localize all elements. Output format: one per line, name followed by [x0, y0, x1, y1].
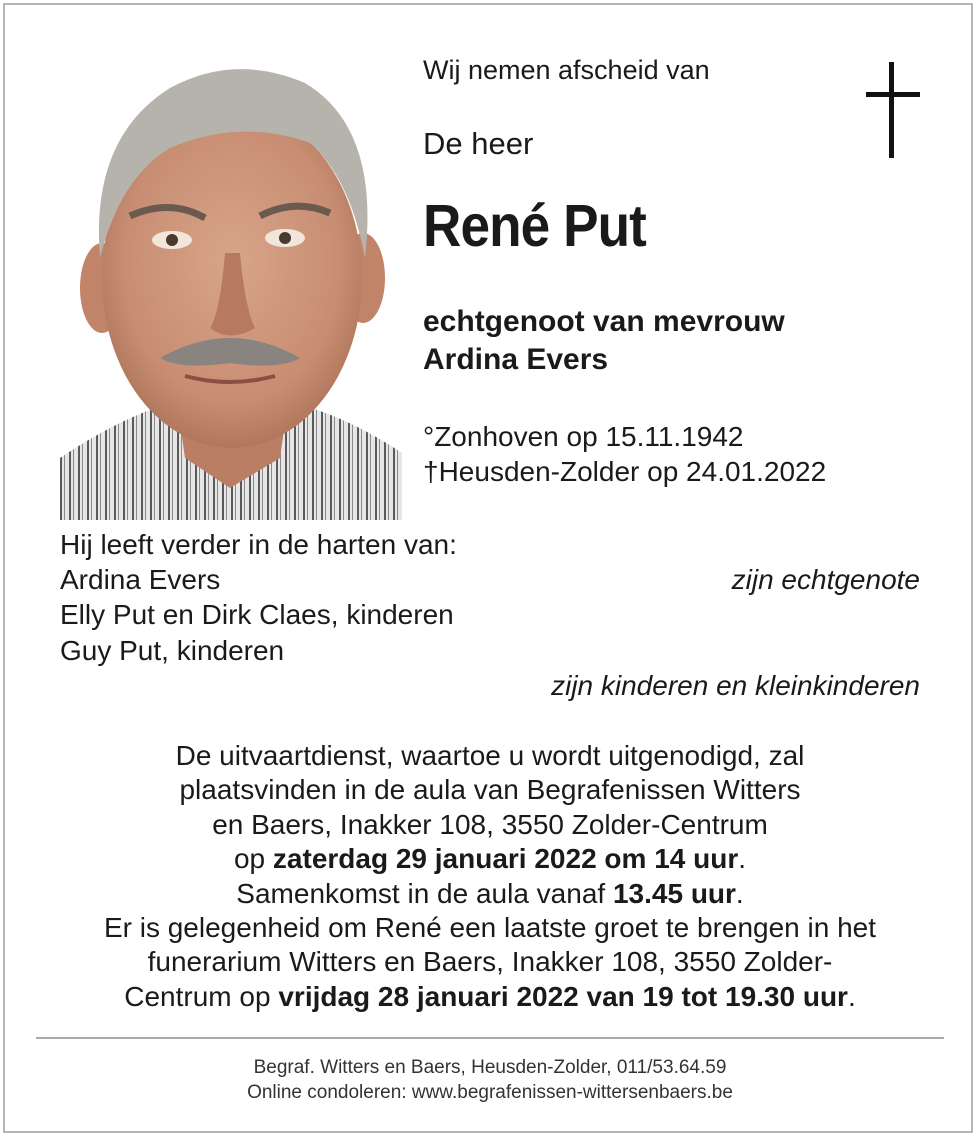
- service-text: .: [847, 980, 856, 1012]
- service-date: zaterdag 29 januari 2022 om 14 uur: [272, 843, 739, 875]
- intro-text: Wij nemen afscheid van: [423, 55, 710, 85]
- service-text: .: [735, 877, 744, 909]
- service-text: Centrum op: [124, 980, 279, 1012]
- service-text: Samenkomst in de aula vanaf: [236, 877, 613, 909]
- salutation: De heer: [423, 126, 534, 161]
- funeral-home-info: Begraf. Witters en Baers, Heusden-Zolder, 011/53.64.59: [253, 1057, 727, 1078]
- viewing-date: vrijdag 28 januari 2022 van 19 tot 19.30 uur: [278, 980, 848, 1012]
- service-line: De uitvaartdienst, waartoe u wordt uitgenodigd, zal: [175, 740, 805, 771]
- family-member: Guy Put, kinderen: [60, 635, 285, 666]
- service-line: funerarium Witters en Baers, Inakker 108, 3550 Zolder-: [147, 946, 833, 978]
- relation-label: zijn echtgenote: [731, 564, 920, 595]
- portrait-photo: [60, 58, 402, 520]
- service-line: [40, 980, 940, 1014]
- family-member: Elly Put en Dirk Claes, kinderen: [60, 599, 454, 630]
- spouse-line-1: echtgenoot van mevrouw: [423, 305, 785, 338]
- service-line: [40, 877, 940, 911]
- death-info: †Heusden-Zolder op 24.01.2022: [423, 456, 827, 487]
- birth-info: °Zonhoven op 15.11.1942: [423, 421, 744, 452]
- service-text: op: [233, 843, 273, 875]
- portrait-image: [60, 58, 402, 520]
- spouse-line-2: Ardina Evers: [423, 343, 609, 376]
- service-line: en Baers, Inakker 108, 3550 Zolder-Centrum: [212, 808, 768, 840]
- service-text: .: [738, 843, 747, 875]
- service-line: [40, 842, 940, 876]
- deceased-name: René Put: [423, 193, 646, 259]
- gathering-time: 13.45 uur: [612, 877, 736, 909]
- condolence-website: Online condoleren: www.begrafenissen-wittersenbaers.be: [247, 1082, 733, 1103]
- relation-label: zijn kinderen en kleinkinderen: [551, 670, 920, 701]
- family-member: Ardina Evers: [60, 564, 221, 595]
- service-line: Er is gelegenheid om René een laatste groet te brengen in het: [103, 912, 877, 944]
- divider: [36, 1037, 944, 1039]
- cross-icon: [862, 62, 924, 162]
- service-details: [40, 739, 940, 1014]
- service-line: plaatsvinden in de aula van Begrafenissen Witters: [179, 774, 801, 806]
- family-heading: Hij leeft verder in de harten van:: [60, 529, 457, 560]
